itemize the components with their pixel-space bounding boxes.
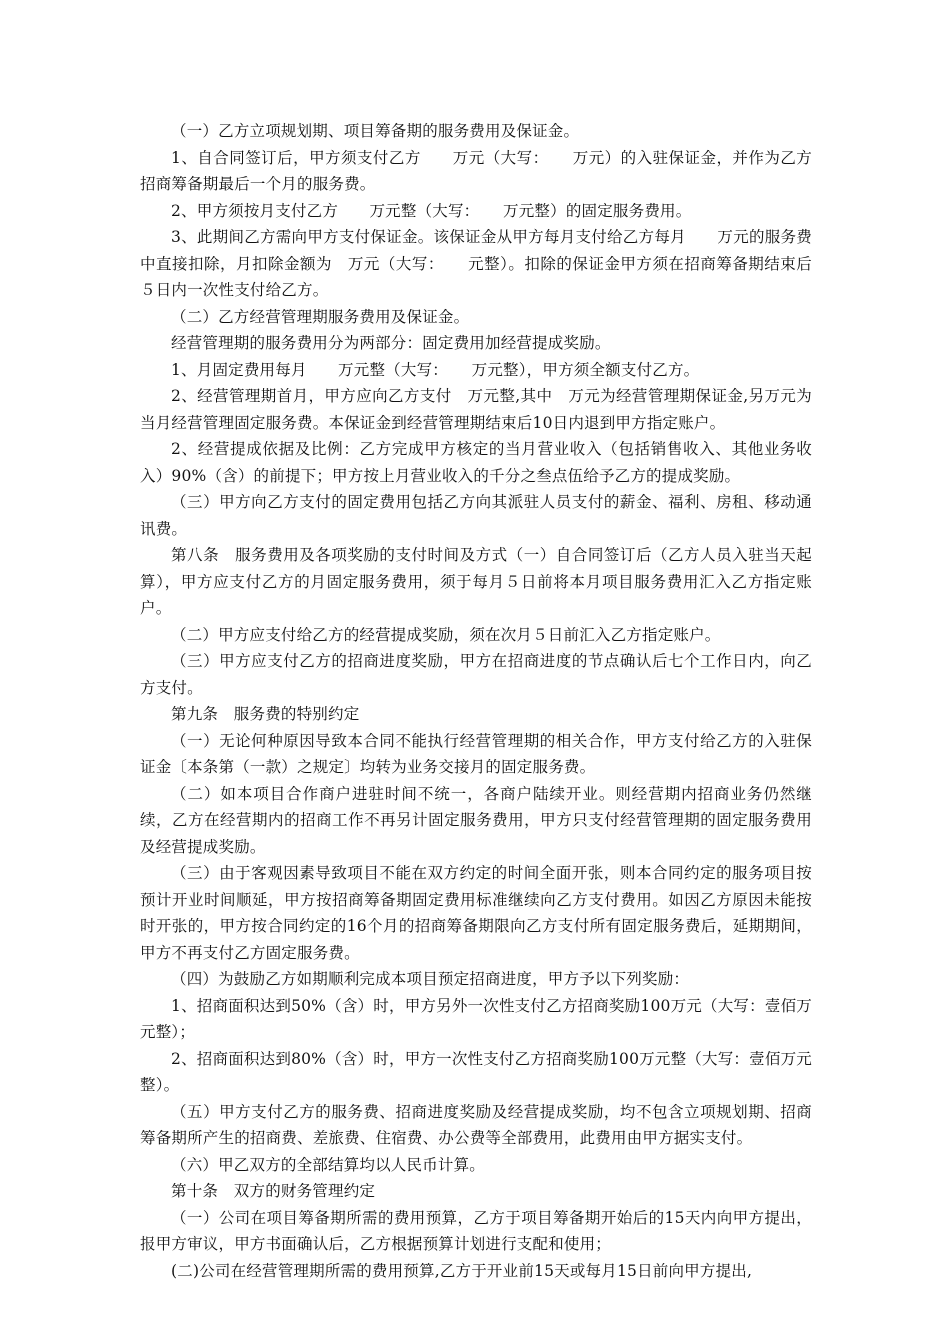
article-heading: 第十条 双方的财务管理约定 (171, 1182, 376, 1200)
paragraph: （一）乙方立项规划期、项目筹备期的服务费用及保证金。 (171, 122, 580, 140)
article-heading: 第九条 服务费的特别约定 (171, 705, 360, 723)
paragraph: （二）如本项目合作商户进驻时间不统一，各商户陆续开业。则经营期内招商业务仍然继续，乙方在经营期内的招商工作不再另计固定服务费用，甲方只支付经营管理期的固定服务费用及经营提成奖励。 (140, 784, 812, 856)
paragraph: 1、月固定费用每月 万元整（大写： 万元整），甲方须全额支付乙方。 (171, 360, 700, 379)
paragraph: (二)公司在经营管理期所需的费用预算,乙方于开业前15天或每月15日前向甲方提出, (171, 1261, 753, 1280)
paragraph: （五）甲方支付乙方的服务费、招商进度奖励及经营提成奖励，均不包含立项规划期、招商筹备期所产生的招商费、差旅费、住宿费、办公费等全部费用，此费用由甲方据实支付。 (140, 1102, 812, 1147)
paragraph: （三）甲方向乙方支付的固定费用包括乙方向其派驻人员支付的薪金、福利、房租、移动通讯费。 (140, 493, 812, 538)
paragraph: 2、甲方须按月支付乙方 万元整（大写： 万元整）的固定服务费用。 (171, 201, 692, 220)
document-page (140, 118, 812, 1284)
article-heading: 第八条 服务费用及各项奖励的支付时间及方式（一）自合同签订后（乙方人员入驻当天起算），甲方应支付乙方的月固定服务费用，须于每月５日前将本月项目服务费用汇入乙方指定账户。 (140, 546, 812, 617)
paragraph: 3、此期间乙方需向甲方支付保证金。该保证金从甲方每月支付给乙方每月 万元的服务费中直接扣除，月扣除金额为 万元（大写： 元整）。扣除的保证金甲方须在招商筹备期结束后５日内一次性支付给乙方。 (140, 228, 812, 299)
paragraph: 1、自合同签订后，甲方须支付乙方 万元（大写： 万元）的入驻保证金，并作为乙方招商筹备期最后一个月的服务费。 (140, 148, 812, 193)
paragraph: 2、招商面积达到80%（含）时，甲方一次性支付乙方招商奖励100万元整（大写：壹佰万元整）。 (140, 1049, 812, 1094)
paragraph: 1、招商面积达到50%（含）时，甲方另外一次性支付乙方招商奖励100万元（大写：壹佰万元整）； (140, 996, 812, 1041)
paragraph: 2、经营提成依据及比例：乙方完成甲方核定的当月营业收入（包括销售收入、其他业务收入）90%（含）的前提下；甲方按上月营业收入的千分之叁点伍给予乙方的提成奖励。 (140, 440, 812, 485)
paragraph: （二）乙方经营管理期服务费用及保证金。 (171, 307, 470, 326)
paragraph: 2、经营管理期首月，甲方应向乙方支付 万元整,其中 万元为经营管理期保证金,另万元为当月经营管理固定服务费。本保证金到经营管理期结束后10日内退到甲方指定账户。 (140, 387, 812, 432)
paragraph: 经营管理期的服务费用分为两部分：固定费用加经营提成奖励。 (171, 334, 611, 352)
paragraph: （二）甲方应支付给乙方的经营提成奖励，须在次月５日前汇入乙方指定账户。 (171, 625, 721, 644)
paragraph: （三）由于客观因素导致项目不能在双方约定的时间全面开张，则本合同约定的服务项目按预计开业时间顺延，甲方按招商筹备期固定费用标准继续向乙方支付费用。如因乙方原因未能按时开张的，甲方按合同约定的16个月的招商筹备期限向乙方支付所有固定服务费后，延期期间，甲方不再支付乙方固定服务费。 (140, 864, 812, 962)
paragraph: （四）为鼓励乙方如期顺利完成本项目预定招商进度，甲方予以下列奖励： (171, 970, 690, 988)
paragraph: （六）甲乙双方的全部结算均以人民币计算。 (171, 1155, 486, 1174)
paragraph: （三）甲方应支付乙方的招商进度奖励，甲方在招商进度的节点确认后七个工作日内，向乙方支付。 (140, 652, 812, 697)
paragraph: （一）无论何种原因导致本合同不能执行经营管理期的相关合作，甲方支付给乙方的入驻保证金〔本条第（一款）之规定〕均转为业务交接月的固定服务费。 (140, 731, 812, 776)
paragraph: （一）公司在项目筹备期所需的费用预算，乙方于项目筹备期开始后的15天内向甲方提出，报甲方审议，甲方书面确认后，乙方根据预算计划进行支配和使用； (140, 1208, 812, 1253)
